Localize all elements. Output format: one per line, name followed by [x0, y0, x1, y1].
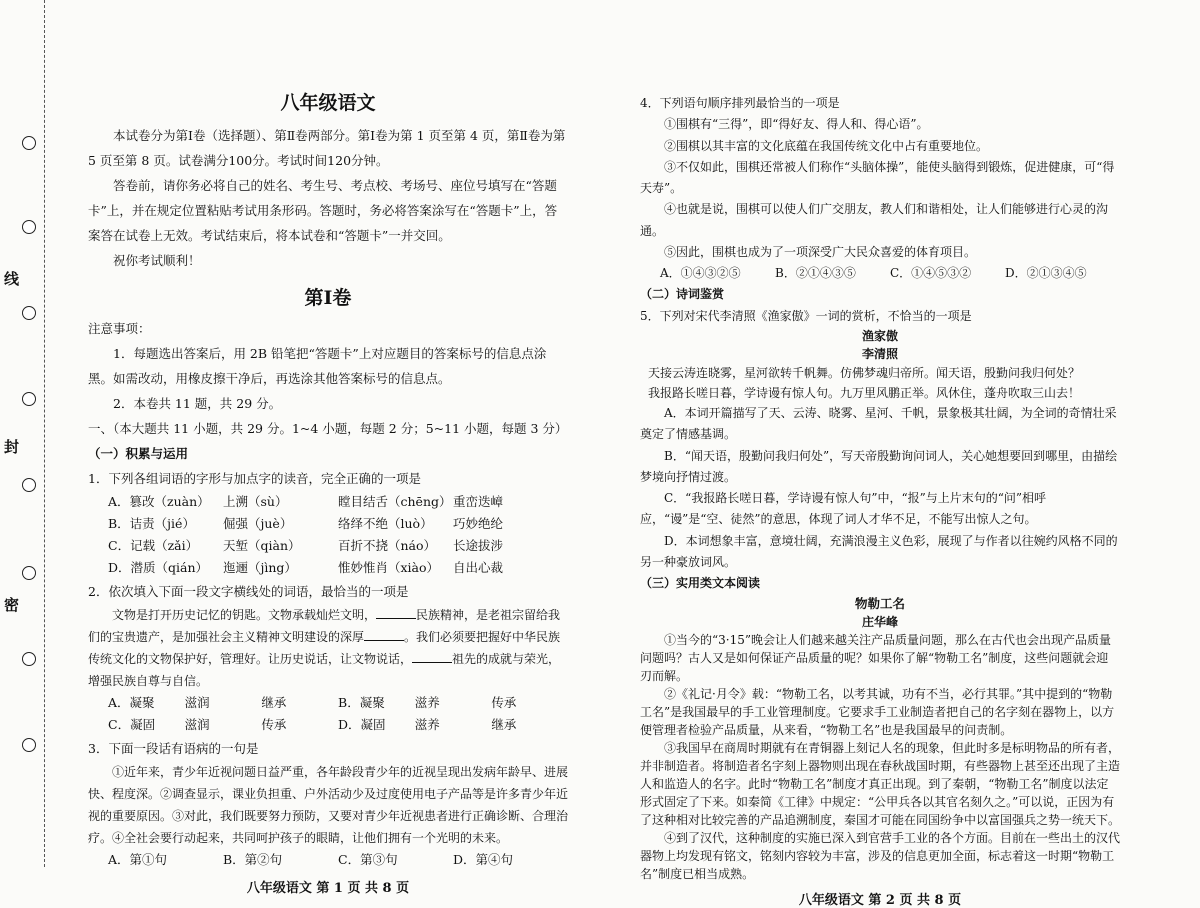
q4-sentence-1: ①围棋有“三得”，即“得好友、得人和、得心语”。: [664, 117, 929, 132]
q1-b-2: 倔强（juè）: [223, 516, 293, 531]
binding-hole: [22, 652, 36, 666]
subsection-3: （三）实用类文本阅读: [640, 576, 761, 591]
q4-option-c: C．①④⑤③②: [890, 266, 972, 281]
q2-opt: 继承: [261, 695, 287, 710]
q3-option-d: D．第④句: [453, 852, 514, 867]
intro-paragraph-1: 本试卷分为第Ⅰ卷（选择题）、第Ⅱ卷两部分。第Ⅰ卷为第 1 页至第 4 页，第Ⅱ卷为第 5 页至第 8 页。试卷满分100分。考试时间120分钟。: [88, 128, 566, 168]
q1-d-3: 惟妙惟肖（xiào）: [338, 560, 440, 575]
q3-option-b: B．第②句: [223, 852, 283, 867]
q2-option-row: [88, 714, 568, 736]
page-2: [640, 93, 1120, 908]
q4-sentence-3: ③不仅如此，围棋还常被人们称作“头脑体操”，能使头脑得到锻炼，促进健康，可“得天寿”。: [640, 159, 1115, 196]
q1-c-1: C．记载（zǎi）: [108, 538, 199, 553]
q1-a-4: 重峦迭嶂: [453, 494, 504, 509]
q2-opt: 滋润: [184, 695, 210, 710]
binding-hole: [22, 306, 36, 320]
binding-hole: [22, 566, 36, 580]
article-title: 物勒工名: [854, 595, 905, 611]
q2-opt: A．凝聚: [108, 695, 155, 710]
article-paragraph-4: ④到了汉代，这种制度的实施已深入到官营手工业的各个方面。目前在一些出土的汉代器物上均发现有铭文，铭刻内容较为丰富，涉及的信息更加全面，标志着这一时期“物勒工名”制度已相当成熟。: [640, 830, 1121, 881]
article-author: 庄华峰: [861, 614, 898, 629]
question-4: 4．下列语句顺序排列最恰当的一项是: [640, 96, 840, 110]
q2-option-row: [88, 692, 568, 714]
q3-option-a: A．第①句: [108, 852, 168, 867]
q1-option-row: [88, 557, 568, 579]
page-1: [88, 88, 568, 896]
q1-d-1: D．潜质（qián）: [108, 560, 209, 575]
notes-label: 注意事项：: [88, 321, 151, 336]
q1-a-2: 上溯（sù）: [223, 494, 288, 509]
poem-line-1: 天接云涛连晓雾，星河欲转千帆舞。仿佛梦魂归帝所。闻天语，殷勤问我归何处？: [648, 365, 1081, 380]
binding-hole: [22, 738, 36, 752]
q1-a-1: A．篡改（zuàn）: [108, 494, 210, 509]
intro-paragraph-3: 祝你考试顺利！: [113, 253, 201, 268]
q1-b-1: B．诘责（jié）: [108, 516, 195, 531]
note-2: 2．本卷共 11 题，共 29 分。: [113, 396, 282, 411]
binding-margin: [0, 0, 60, 867]
q2-opt: D．凝固: [338, 717, 386, 732]
note-1: 1．每题选出答案后，用 2B 铅笔把“答题卡”上对应题目的答案标号的信息点涂黑。如需改动，用橡皮擦干净后，再选涂其他答案标号的信息点。: [88, 346, 547, 386]
q1-c-4: 长途拔涉: [453, 538, 504, 553]
q4-sentence-5: ⑤因此，围棋也成为了一项深受广大民众喜爱的体育项目。: [664, 245, 977, 260]
q5-option-a: A．本词开篇描写了天、云涛、晓雾、星河、千帆，景象极其壮阔，为全词的奇情壮采奠定了情感基调。: [640, 405, 1117, 442]
intro-paragraph-2: 答卷前，请你务必将自己的姓名、考生号、考点校、考场号、座位号填写在“答题卡”上，并在规定位置粘贴考试用条形码。答题时，务必将答案涂写在“答题卡”上，答案答在试卷上无效。考试结束后，将本试卷和“答题卡”一并交回。: [88, 178, 558, 243]
q3-options: [88, 849, 568, 871]
question-2: 2．依次填入下面一段文字横线处的词语，最恰当的一项是: [88, 584, 409, 599]
cut-line: [44, 0, 45, 867]
q2-opt: 传承: [491, 695, 517, 710]
section-title: 第Ⅰ卷: [304, 287, 352, 309]
question-5: 5．下列对宋代李清照《渔家傲》一词的赏析，不恰当的一项是: [640, 308, 972, 323]
q5-option-c: C．“我报路长嗟日暮，学诗谩有惊人句”中，“报”与上片末句的“问”相呼应，“谩”是“空、徒然”的意思，体现了词人才华不足，不能写出惊人之句。: [640, 491, 1046, 527]
q1-c-3: 百折不挠（náo）: [338, 538, 437, 553]
q1-option-row: [88, 535, 568, 557]
q1-a-3: 瞠目结舌（chēng）: [338, 494, 452, 509]
fill-blank: [364, 640, 404, 641]
q4-option-b: B．②①④③⑤: [775, 266, 856, 281]
subsection-1: （一）积累与运用: [88, 446, 189, 461]
binding-hole: [22, 220, 36, 234]
article-paragraph-1: ①当今的“3·15”晚会让人们越来越关注产品质量问题，那么在古代也会出现产品质量问题吗？古人又是如何保证产品质量的呢？如果你了解“物勒工名”制度，这些问题就会迎刃而解。: [640, 632, 1111, 683]
q2-passage-part: 祖先的成就与荣光，增强民族自尊与自信。: [88, 652, 561, 688]
q2-opt: 传承: [261, 717, 287, 732]
q5-option-b: B．“闻天语，殷勤问我归何处”，写天帝殷勤询问词人，关心她想要回到哪里，由描绘梦境向抒情过渡。: [640, 448, 1118, 484]
binding-hole: [22, 136, 36, 150]
q2-passage-part: 民族精神，是老祖宗留给我们的宝贵遗产，是加强社会主义精神文明建设的深厚: [88, 608, 561, 644]
q5-option-d: D．本词想象丰富，意境壮阔，充满浪漫主义色彩，展现了与作者以往婉约风格不同的另一种豪放词风。: [640, 533, 1118, 570]
q2-passage-part: 。我们必须要把握好中华民族传统文化的文物保护好，管理好。让历史说话，让文物说话，: [88, 630, 561, 666]
q1-d-2: 迤逦（jìng）: [223, 560, 297, 575]
q2-passage-part: 文物是打开历史记忆的钥匙。文物承载灿烂文明，: [112, 608, 377, 622]
q4-sentence-4: ④也就是说，围棋可以使人们广交朋友，教人们和谐相处，让人们能够进行心灵的沟通。: [640, 202, 1109, 238]
q3-option-c: C．第③句: [338, 852, 398, 867]
q2-passage: [88, 604, 568, 692]
margin-label-mi: 密: [4, 596, 20, 614]
page-footer-2: 八年级语文 第 2 页 共 8 页: [798, 892, 962, 908]
margin-label-feng: 封: [4, 438, 20, 456]
q1-option-row: [88, 513, 568, 535]
q4-sentence-2: ②围棋以其丰富的文化底蕴在我国传统文化中占有重要地位。: [664, 138, 989, 153]
q4-options: [640, 263, 1120, 284]
poem-title: 渔家傲: [861, 328, 898, 343]
binding-hole: [22, 392, 36, 406]
q1-b-3: 络绎不绝（luò）: [338, 516, 433, 531]
question-1: 1．下列各组词语的字形与加点字的读音，完全正确的一项是: [88, 471, 421, 486]
fill-blank: [412, 662, 452, 663]
article-paragraph-2: ②《礼记·月令》载：“物勒工名，以考其诚，功有不当，必行其罪。”其中提到的“物勒工名”是我国最早的手工业管理制度。它要求手工业制造者把自己的名字刻在器物上，以方便管理者检验产品质量，从来看，“物勒工名”也是我国最早的问责制。: [640, 686, 1115, 737]
binding-hole: [22, 478, 36, 492]
q2-opt: 滋养: [414, 695, 440, 710]
q1-option-row: [88, 491, 568, 513]
page-footer-1: 八年级语文 第 1 页 共 8 页: [246, 881, 410, 896]
poem-author: 李清照: [861, 346, 898, 361]
q2-opt: B．凝聚: [338, 695, 385, 710]
margin-label-xian: 线: [4, 270, 20, 288]
q1-c-2: 天堑（qiàn）: [223, 538, 301, 553]
q4-option-d: D．②①③④⑤: [1005, 266, 1087, 281]
subsection-2: （二）诗词鉴赏: [640, 287, 725, 302]
exam-title: 八年级语文: [280, 92, 376, 114]
article-paragraph-3: ③我国早在商周时期就有在青铜器上刻记人名的现象，但此时多是标明物品的所有者，并非制造者。将制造者名字刻上器物则出现在春秋战国时期，有些器物上甚至还出现了主造人和监造人的名字。此时“物勒工名”制度才真正出现。到了秦朝，“物勒工名”制度以法定形式固定了下来。如秦简《工律》中规定：“公甲兵各以其官名刻久之。”可以说，正因为有了这种相对比较完善的产品追溯制度，秦国才可能在同国纷争中以富国强兵之势一统天下。: [640, 740, 1121, 827]
q2-opt: 滋润: [184, 717, 210, 732]
q3-passage: ①近年来，青少年近视问题日益严重，各年龄段青少年的近视呈现出发病年龄早、进展快、程度深。②调查显示，课业负担重、户外活动少及过度使用电子产品等是许多青少年近视的重要原因。③对此，我们既要努力预防，又要对青少年近视患者进行正确诊断、合理治疗。④全社会要行动起来，共同呵护孩子的眼睛，让他们拥有一个光明的未来。: [88, 765, 569, 845]
fill-blank: [376, 618, 416, 619]
q2-opt: 滋养: [414, 717, 440, 732]
part-1-heading: 一、（本大题共 11 小题，共 29 分。1~4 小题，每题 2 分；5~11 小题，每题 3 分）: [88, 421, 568, 436]
poem-line-2: 我报路长嗟日暮，学诗谩有惊人句。九万里风鹏正举。风休住，蓬舟吹取三山去！: [648, 385, 1081, 400]
question-3: 3．下面一段话有语病的一句是: [88, 741, 259, 756]
q1-b-4: 巧妙绝纶: [453, 516, 504, 531]
q4-option-a: A．①④③②⑤: [660, 266, 741, 281]
q1-d-4: 自出心裁: [453, 560, 504, 575]
q2-opt: C．凝固: [108, 717, 156, 732]
q2-opt: 继承: [491, 717, 517, 732]
